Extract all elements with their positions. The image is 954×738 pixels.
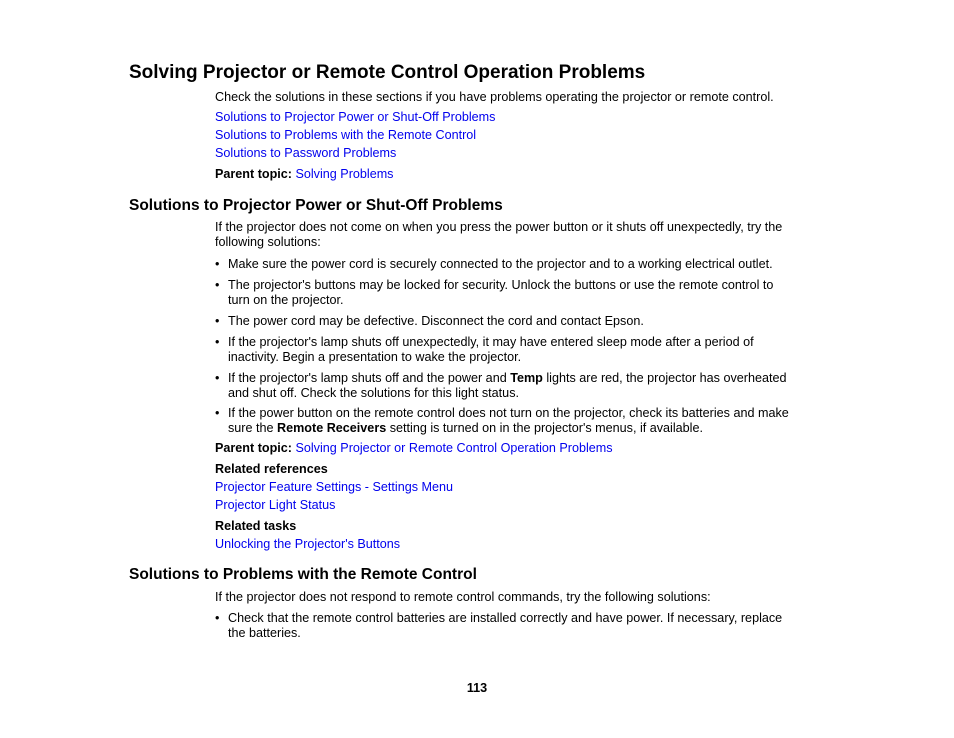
section3-heading: Solutions to Problems with the Remote Control	[129, 566, 477, 583]
link-password[interactable]: Solutions to Password Problems	[215, 146, 397, 160]
link-power-shutoff[interactable]: Solutions to Projector Power or Shut-Off Problems	[215, 110, 496, 124]
bullet-marker: •	[215, 611, 220, 625]
link-feature-settings[interactable]: Projector Feature Settings - Settings Menu	[215, 480, 453, 494]
remote-receivers-label: Remote Receivers	[277, 421, 387, 435]
parent-topic-label: Parent topic:	[215, 167, 292, 181]
parent-topic-link[interactable]: Solving Projector or Remote Control Operation Problems	[295, 441, 613, 455]
bullet-marker: •	[215, 257, 220, 271]
temp-label: Temp	[510, 371, 543, 385]
section2-intro-line2: following solutions:	[215, 235, 321, 249]
bullet-marker: •	[215, 406, 220, 420]
section2-intro-line1: If the projector does not come on when you press the power button or it shuts off unexpectedly, try the	[215, 220, 783, 234]
section2-heading: Solutions to Projector Power or Shut-Off Problems	[129, 197, 503, 214]
link-remote-control[interactable]: Solutions to Problems with the Remote Control	[215, 128, 477, 142]
related-tasks-heading: Related tasks	[215, 519, 297, 533]
section1-parent-topic	[215, 167, 815, 182]
bullet-marker: •	[215, 335, 220, 349]
page-number: 113	[466, 681, 488, 695]
link-light-status[interactable]: Projector Light Status	[215, 498, 336, 512]
parent-topic-label: Parent topic:	[215, 441, 292, 455]
page-title: Solving Projector or Remote Control Operation Problems	[129, 62, 646, 83]
section3-intro: If the projector does not respond to remote control commands, try the following solutions:	[215, 590, 711, 604]
bullet-marker: •	[215, 278, 220, 292]
link-unlocking-buttons[interactable]: Unlocking the Projector's Buttons	[215, 537, 401, 551]
bullet-marker: •	[215, 371, 220, 385]
parent-topic-link[interactable]: Solving Problems	[295, 167, 394, 181]
bullet-marker: •	[215, 314, 220, 328]
section2-parent-topic	[215, 441, 815, 456]
section1-intro: Check the solutions in these sections if you have problems operating the projector or remote control.	[215, 90, 774, 104]
related-references-heading: Related references	[215, 462, 328, 476]
